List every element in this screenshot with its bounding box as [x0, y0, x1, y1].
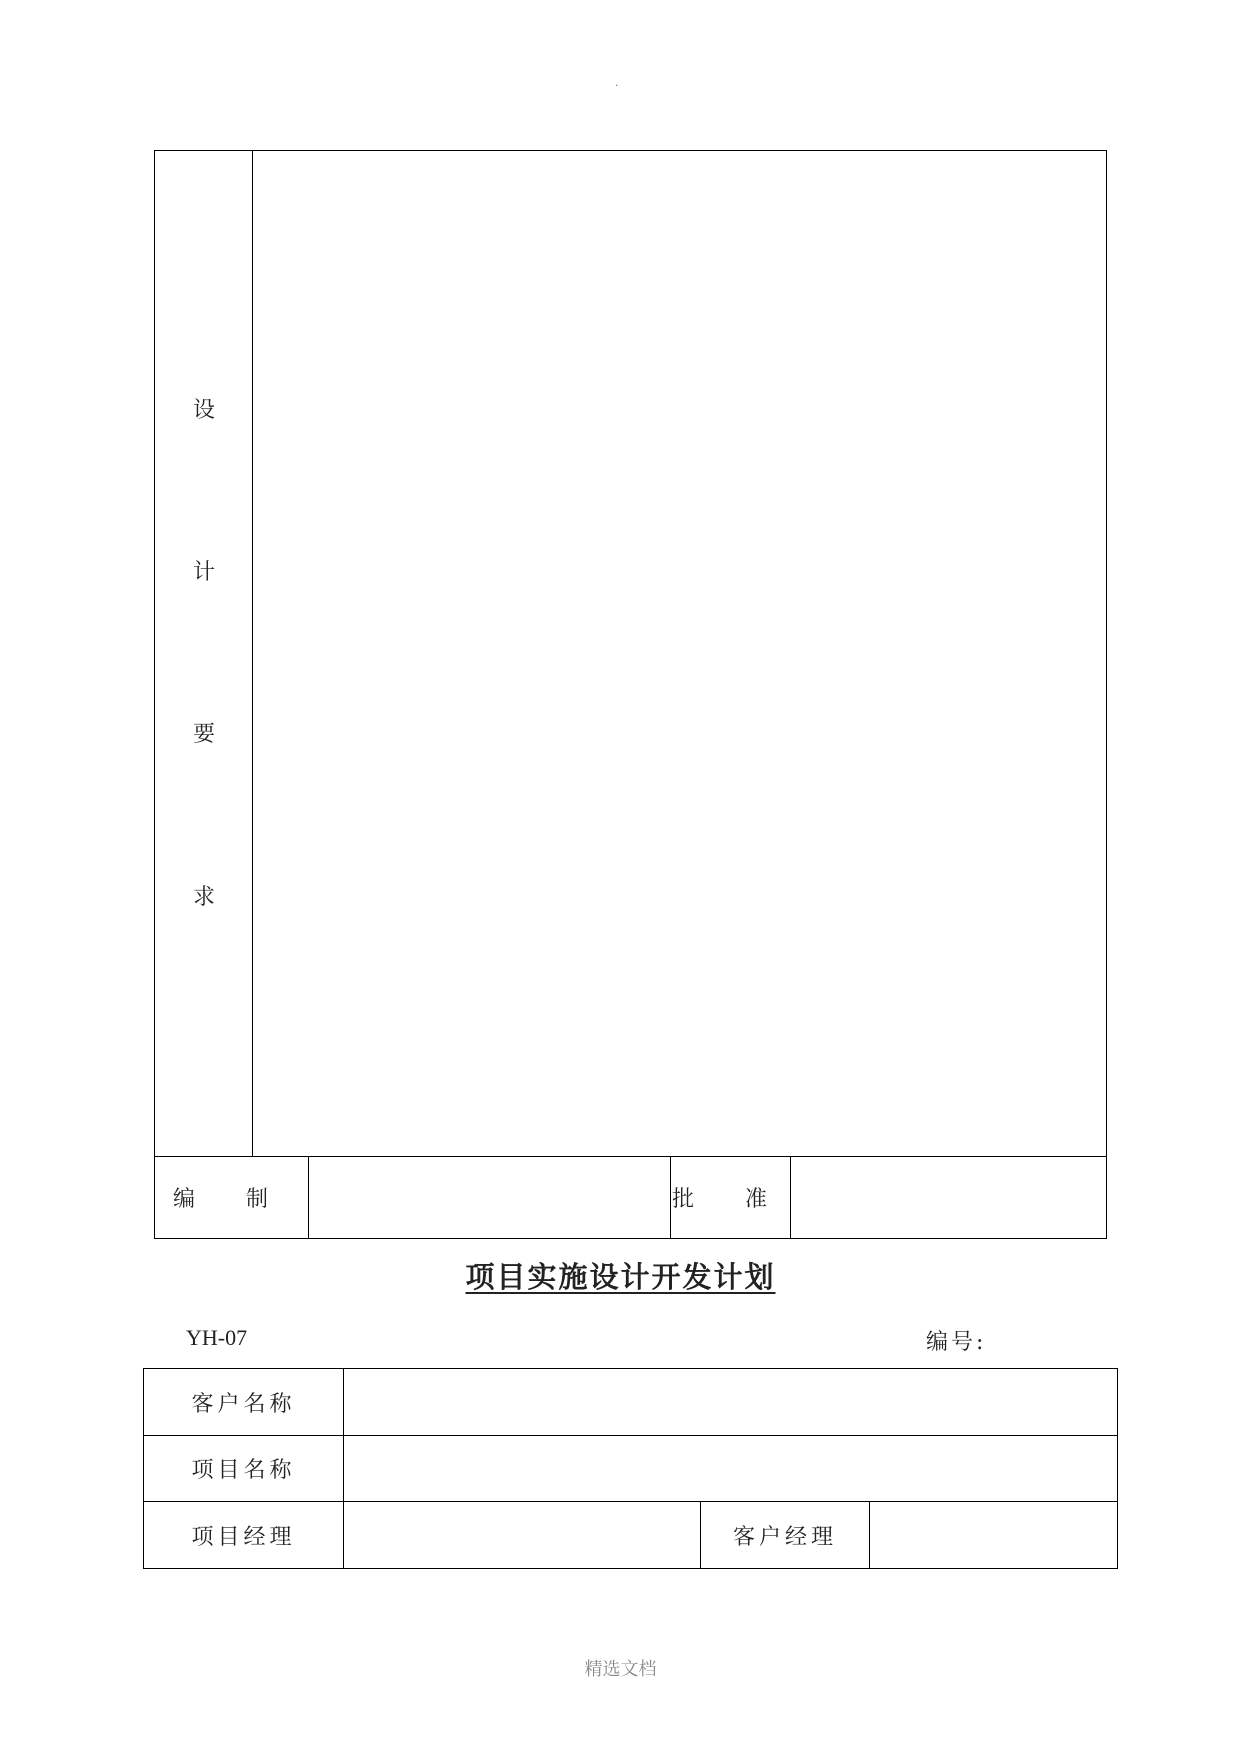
document-number-label: 编号: [926, 1330, 987, 1355]
project-manager-field[interactable] [344, 1502, 701, 1568]
label-char-4: 求 [192, 885, 215, 910]
customer-name-field[interactable] [344, 1369, 1117, 1435]
account-manager-field[interactable] [870, 1502, 1117, 1568]
table-row [144, 1436, 1117, 1502]
table-row [144, 1369, 1117, 1436]
label-char-3: 要 [192, 722, 215, 747]
document-code: YH-07 [186, 1325, 248, 1350]
label-char-2: 计 [192, 560, 215, 585]
project-info-table [143, 1368, 1118, 1569]
design-requirements-content[interactable] [253, 151, 1106, 1156]
project-manager-label: 项目经理 [144, 1502, 344, 1568]
footer-text: 精选文档 [584, 1659, 657, 1680]
compiled-by-label: 编 制 [155, 1157, 309, 1238]
approved-by-label: 批 准 [671, 1157, 791, 1238]
page-title: 项目实施设计开发计划 [465, 1260, 776, 1294]
project-name-field[interactable] [344, 1436, 1117, 1501]
account-manager-label: 客户经理 [701, 1502, 870, 1568]
design-requirements-label-column [155, 151, 253, 1156]
design-requirements-table [154, 150, 1107, 1239]
signoff-row [155, 1156, 1106, 1238]
compiled-by-field[interactable] [309, 1157, 671, 1238]
table-row [144, 1502, 1117, 1568]
label-char-1: 设 [192, 398, 215, 423]
customer-name-label: 客户名称 [144, 1369, 344, 1435]
top-dot: . [615, 78, 619, 89]
project-name-label: 项目名称 [144, 1436, 344, 1501]
approved-by-field[interactable] [791, 1157, 1106, 1238]
